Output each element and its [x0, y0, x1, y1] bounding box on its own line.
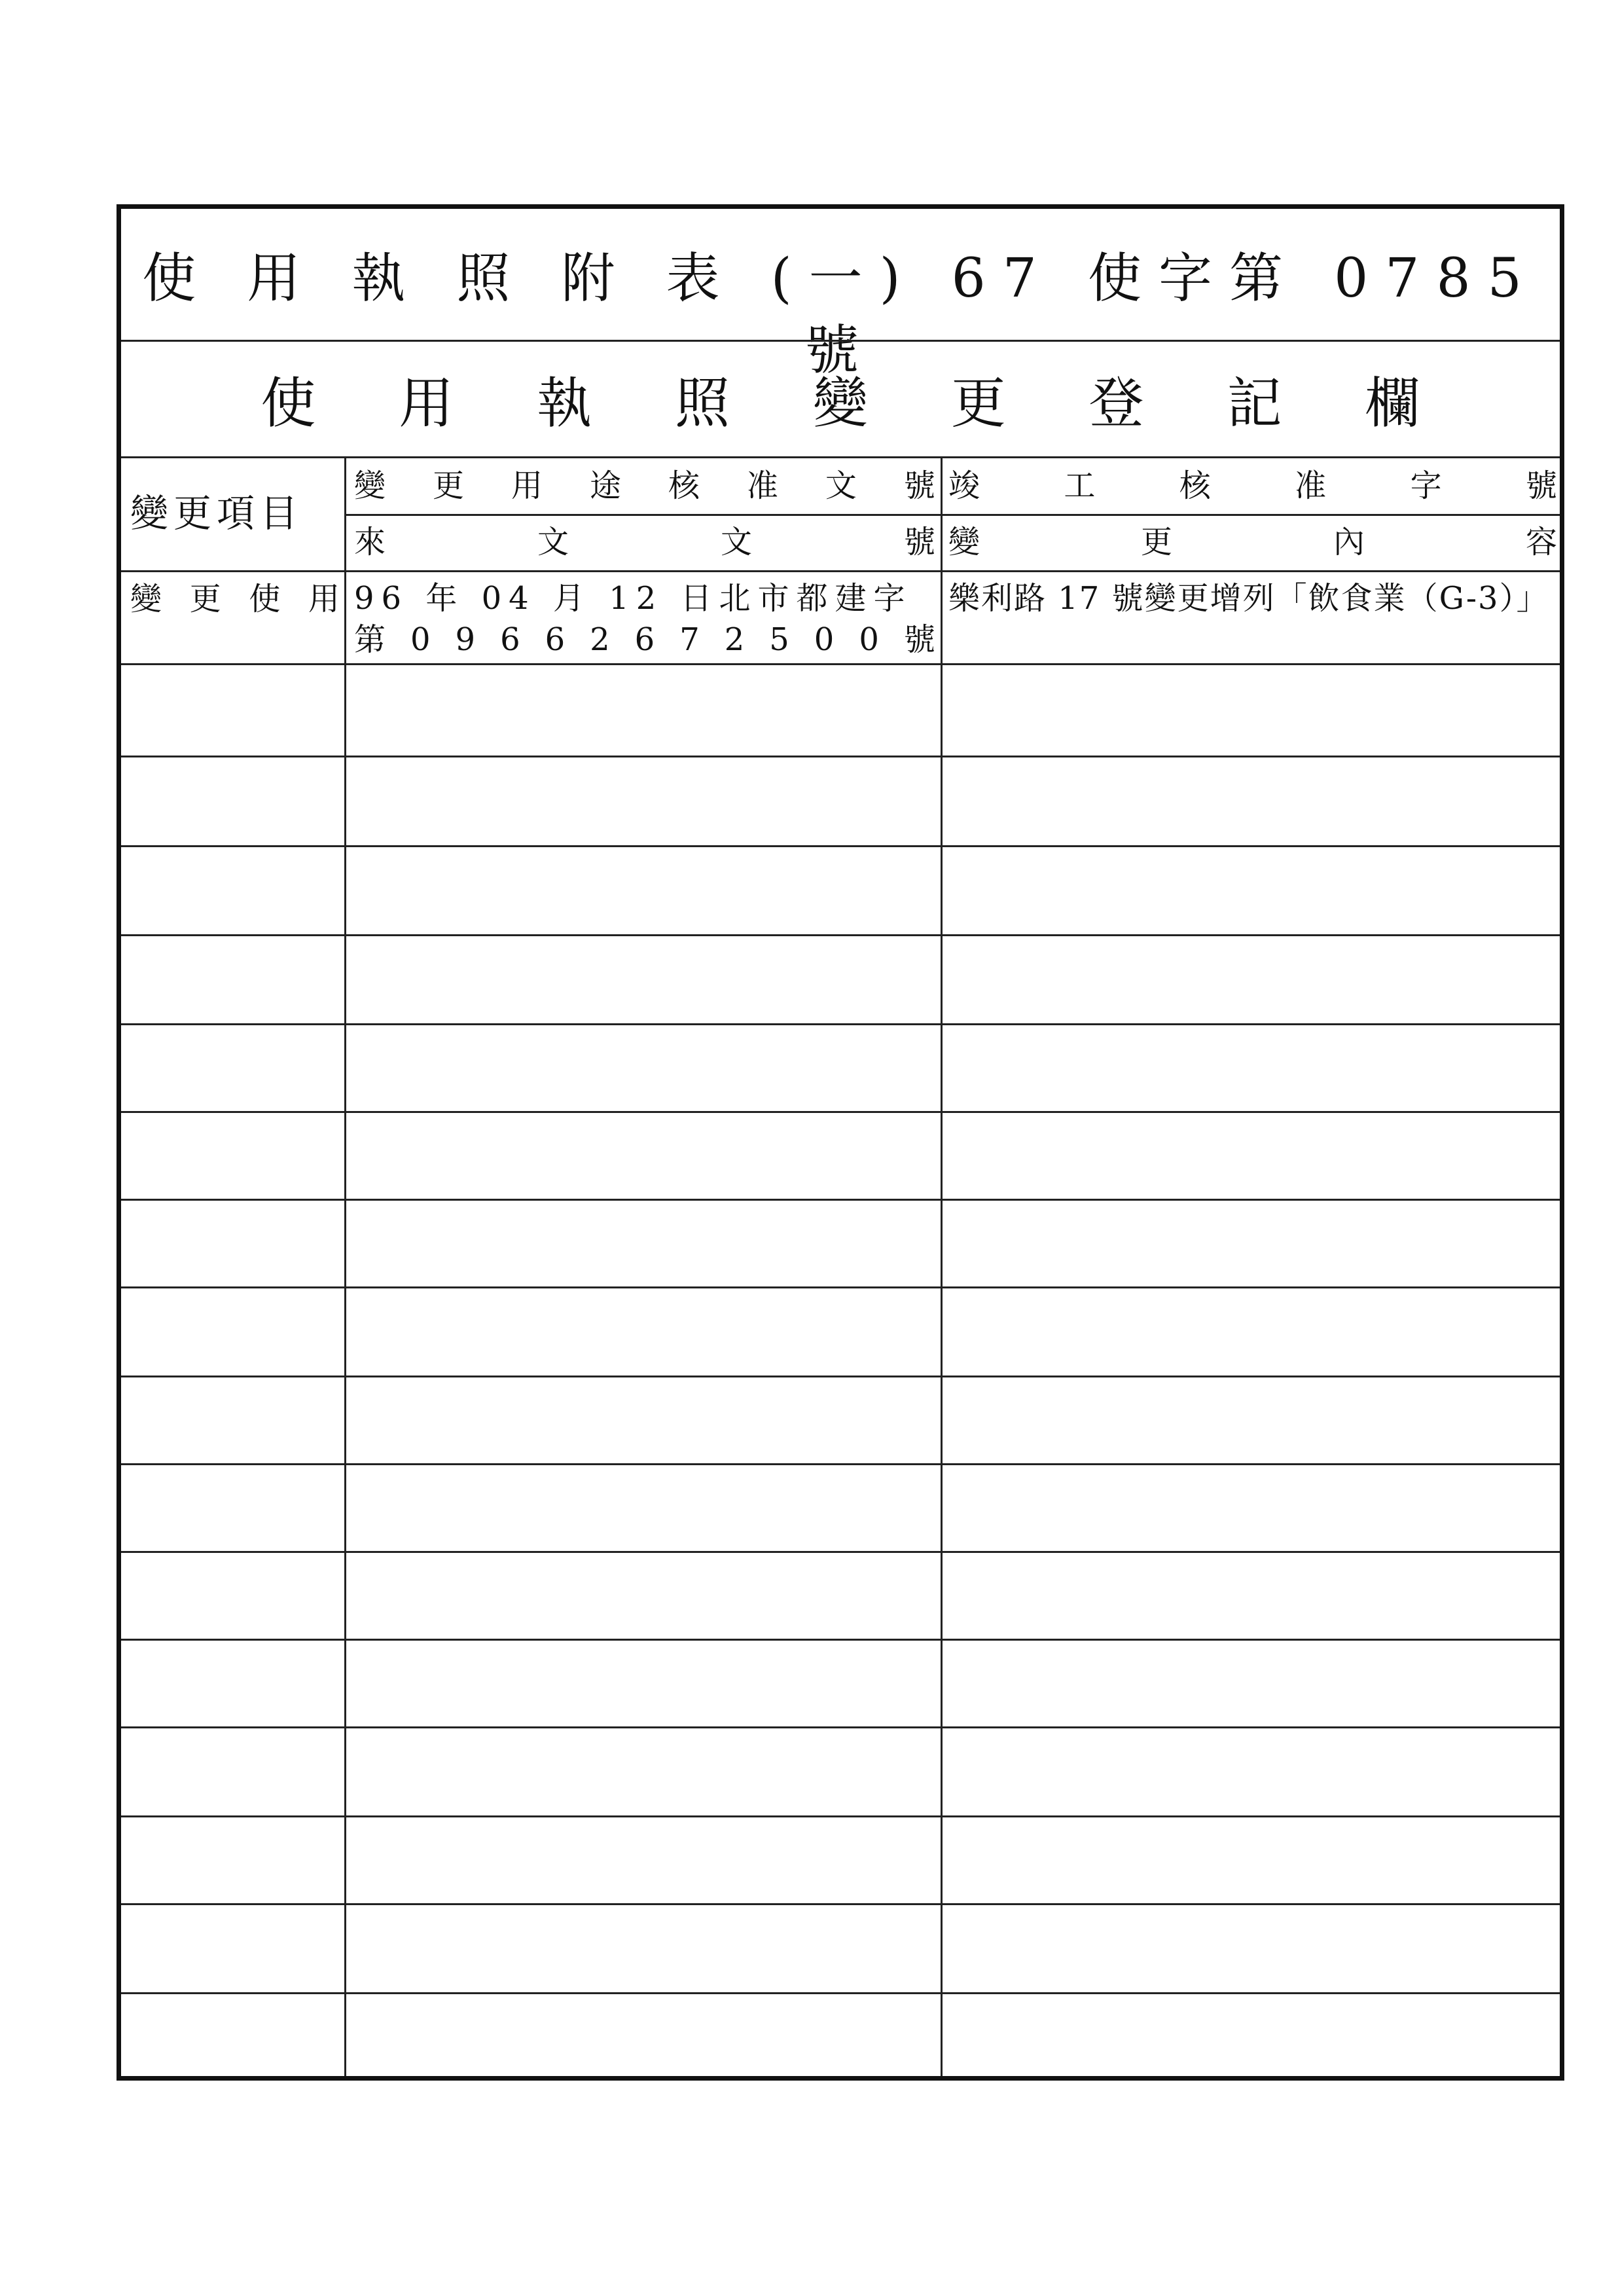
entry-item [130, 579, 340, 619]
header-incoming-doc [354, 519, 935, 565]
subtitle-char: 執 [537, 371, 592, 435]
entry-char: 變 [130, 581, 162, 617]
entry-char: 用 [308, 581, 340, 617]
subtitle-char: 更 [950, 371, 1006, 435]
header-completion-approval [948, 463, 1557, 509]
row-line [121, 1815, 1560, 1817]
row-line [121, 1286, 1560, 1288]
subtitle-char: 照 [675, 371, 730, 435]
entry-char: 6 [634, 621, 655, 658]
entry-char: 2 [724, 621, 745, 658]
header-char: 文 [537, 524, 569, 560]
header-char: 途 [589, 467, 621, 504]
header-char: 准 [746, 467, 778, 504]
column-divider-1 [344, 456, 346, 2076]
entry-char: 0 [814, 621, 835, 658]
header-change-content [948, 519, 1557, 565]
header-char: 號 [903, 524, 935, 560]
header-char: 用 [511, 467, 543, 504]
row-line [121, 1111, 1560, 1113]
entry-doc-line2 [354, 620, 935, 659]
entry-char: 使 [249, 581, 281, 617]
header-char: 文 [720, 524, 752, 560]
header-char: 更 [432, 467, 464, 504]
subtitle-char: 欄 [1365, 371, 1420, 435]
subtitle-char: 變 [812, 371, 868, 435]
header-char: 容 [1525, 524, 1557, 560]
row-line [121, 1023, 1560, 1025]
header-char: 更 [1140, 524, 1172, 560]
row-line [121, 934, 1560, 936]
header-bottom-divider [121, 570, 1560, 572]
row-line [121, 1726, 1560, 1728]
entry-char: 號 [903, 621, 935, 658]
column-divider-2 [941, 456, 943, 2076]
entry-char: 第 [354, 621, 386, 658]
row-line [121, 1551, 1560, 1553]
entry-char: 7 [679, 621, 700, 658]
subtitle-char: 記 [1227, 371, 1282, 435]
entry-char: 0 [859, 621, 879, 658]
header-item-label: 變更項目 [130, 491, 304, 536]
row-line [121, 1376, 1560, 1377]
entry-char: 6 [500, 621, 520, 658]
header-char: 工 [1064, 467, 1096, 504]
header-char: 變 [948, 524, 980, 560]
subtitle-char: 使 [261, 371, 316, 435]
header-char: 竣 [948, 467, 980, 504]
title-divider [121, 340, 1560, 342]
entry-char: 5 [769, 621, 789, 658]
entry-char: 2 [590, 621, 610, 658]
header-char: 號 [1525, 467, 1557, 504]
header-char: 核 [668, 467, 700, 504]
header-char: 變 [354, 467, 386, 504]
row-line [121, 1463, 1560, 1465]
entry-doc-line1: 96 年 04 月 12 日北市都建字 [354, 580, 912, 617]
row-line [121, 845, 1560, 847]
row-line [121, 756, 1560, 757]
row-line [121, 663, 1560, 665]
row-line [121, 1639, 1560, 1641]
header-char: 核 [1179, 467, 1211, 504]
usage-license-form [117, 204, 1564, 2081]
entry-char: 更 [189, 581, 221, 617]
entry-char: 0 [410, 621, 431, 658]
header-char: 文 [825, 467, 857, 504]
header-char: 號 [903, 467, 935, 504]
header-approval-doc [354, 463, 935, 509]
header-char: 准 [1295, 467, 1327, 504]
entry-char: 9 [455, 621, 476, 658]
entry-change-content: 樂利路 17 號變更增列「飲食業（G-3）」 [948, 580, 1549, 617]
header-char: 字 [1410, 467, 1442, 504]
header-char: 來 [354, 524, 386, 560]
row-line [121, 1903, 1560, 1905]
entry-char: 6 [545, 621, 566, 658]
header-char: 內 [1333, 524, 1365, 560]
subtitle-char: 用 [399, 371, 454, 435]
form-title: 使 用 執 照 附 表 (一) 67 使字第 0785 號 [142, 247, 1539, 382]
header-mid-divider [346, 514, 1560, 516]
header-item-label-cell [130, 456, 346, 570]
row-line [121, 1199, 1560, 1201]
form-subtitle [121, 367, 1560, 439]
row-line [121, 1992, 1560, 1994]
subtitle-char: 登 [1088, 371, 1144, 435]
